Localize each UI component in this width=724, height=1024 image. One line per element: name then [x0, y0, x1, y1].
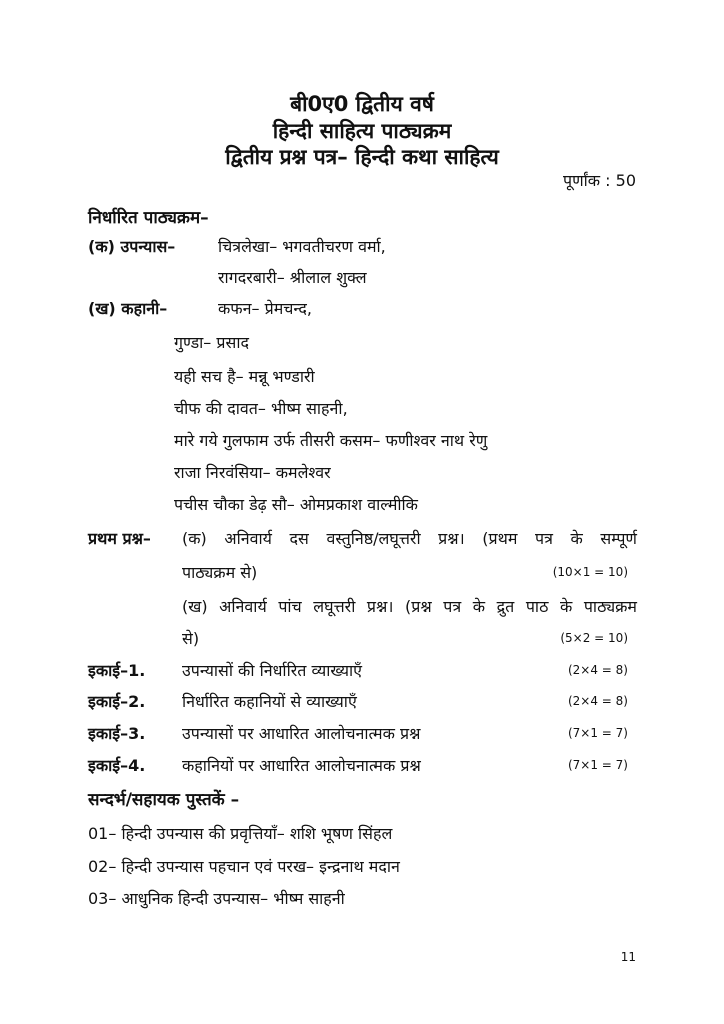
- unit-marks: (2×4 = 8): [567, 694, 628, 708]
- unit-text: उपन्यासों की निर्धारित व्याख्याएँ: [182, 661, 362, 680]
- unit-marks: (7×1 = 7): [567, 758, 628, 772]
- unit-label: इकाई–2.: [88, 692, 146, 711]
- story-item: मारे गये गुलफाम उर्फ तीसरी कसम– फणीश्वर नाथ रेणु: [174, 431, 488, 450]
- first-question-part-a: (क) अनिवार्य दस वस्तुनिष्ठ/लघूत्तरी प्रश्न। (प्रथम पत्र के सम्पूर्ण: [182, 529, 637, 548]
- first-question-part-a-marks: (10×1 = 10): [552, 565, 628, 579]
- header-line-1: बी0ए0 द्वितीय वर्ष: [290, 92, 434, 116]
- first-question-part-b: (ख) अनिवार्य पांच लघूत्तरी प्रश्न। (प्रश्न पत्र के द्रुत पाठ के पाठ्यक्रम: [182, 597, 637, 616]
- unit-label: इकाई–1.: [88, 661, 146, 680]
- first-question-part-b-marks: (5×2 = 10): [560, 631, 628, 645]
- page-number: 11: [620, 950, 636, 964]
- unit-label: इकाई–3.: [88, 724, 146, 743]
- story-item: यही सच है– मन्नू भण्डारी: [174, 367, 315, 386]
- first-question-label: प्रथम प्रश्न–: [88, 529, 151, 548]
- story-item: पचीस चौका डेढ़ सौ– ओमप्रकाश वाल्मीकि: [174, 495, 418, 514]
- first-question-part-a-cont: पाठ्यक्रम से): [182, 563, 258, 582]
- novel-label: (क) उपन्यास–: [88, 237, 176, 256]
- first-question-part-b-cont: से): [182, 629, 200, 648]
- story-item: राजा निरवंसिया– कमलेश्वर: [174, 463, 331, 482]
- full-marks: पूर्णांक : 50: [562, 171, 636, 190]
- references-heading: सन्दर्भ/सहायक पुस्तकें –: [88, 790, 240, 810]
- story-item: गुण्डा– प्रसाद: [174, 333, 249, 352]
- header-line-3: द्वितीय प्रश्न पत्र– हिन्दी कथा साहित्य: [225, 145, 499, 169]
- unit-text: उपन्यासों पर आधारित आलोचनात्मक प्रश्न: [182, 724, 421, 743]
- reference-item: 01– हिन्दी उपन्यास की प्रवृत्तियाँ– शशि भूषण सिंहल: [88, 824, 393, 843]
- story-item: कफन– प्रेमचन्द,: [218, 299, 312, 318]
- unit-text: कहानियों पर आधारित आलोचनात्मक प्रश्न: [182, 756, 421, 775]
- unit-label: इकाई–4.: [88, 756, 146, 775]
- syllabus-heading: निर्धारित पाठ्यक्रम–: [88, 208, 209, 228]
- story-item: चीफ की दावत– भीष्म साहनी,: [174, 399, 348, 418]
- unit-marks: (7×1 = 7): [567, 726, 628, 740]
- reference-item: 03– आधुनिक हिन्दी उपन्यास– भीष्म साहनी: [88, 889, 345, 908]
- novel-item: चित्रलेखा– भगवतीचरण वर्मा,: [218, 237, 386, 256]
- novel-item: रागदरबारी– श्रीलाल शुक्ल: [218, 268, 367, 287]
- story-label: (ख) कहानी–: [88, 299, 168, 318]
- unit-marks: (2×4 = 8): [567, 663, 628, 677]
- reference-item: 02– हिन्दी उपन्यास पहचान एवं परख– इन्द्रनाथ मदान: [88, 857, 400, 876]
- header-line-2: हिन्दी साहित्य पाठ्यक्रम: [272, 119, 452, 143]
- unit-text: निर्धारित कहानियों से व्याख्याएँ: [182, 692, 357, 711]
